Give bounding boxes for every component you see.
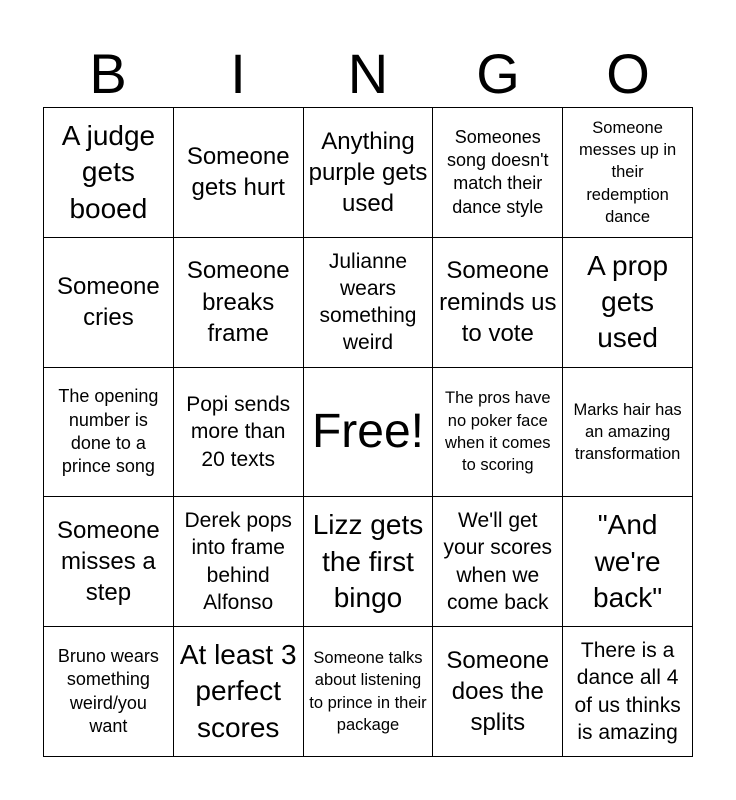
bingo-cell[interactable]: Someone talks about listening to prince in their package (304, 627, 434, 757)
bingo-cell[interactable]: Lizz gets the first bingo (304, 497, 434, 627)
bingo-grid (43, 107, 693, 757)
header-letter-g: G (476, 42, 520, 105)
bingo-cell[interactable]: Someone messes up in their redemption dance (563, 108, 693, 238)
bingo-cell[interactable]: Someone cries (44, 238, 174, 368)
bingo-cell[interactable]: Derek pops into frame behind Alfonso (174, 497, 304, 627)
bingo-cell[interactable]: Someone gets hurt (174, 108, 304, 238)
header-letter-o: O (606, 42, 650, 105)
bingo-cell[interactable]: Someones song doesn't match their dance style (433, 108, 563, 238)
bingo-cell[interactable]: There is a dance all 4 of us thinks is amazing (563, 627, 693, 757)
bingo-cell[interactable]: Someone does the splits (433, 627, 563, 757)
bingo-cell[interactable]: At least 3 perfect scores (174, 627, 304, 757)
bingo-cell[interactable]: The opening number is done to a prince song (44, 368, 174, 498)
header-letter-n: N (347, 42, 389, 105)
bingo-cell[interactable]: Someone reminds us to vote (433, 238, 563, 368)
bingo-header (43, 40, 693, 108)
bingo-cell[interactable]: A prop gets used (563, 238, 693, 368)
bingo-cell[interactable]: Someone breaks frame (174, 238, 304, 368)
free-space[interactable]: Free! (304, 368, 434, 498)
bingo-cell[interactable]: Someone misses a step (44, 497, 174, 627)
bingo-cell[interactable]: The pros have no poker face when it comes to scoring (433, 368, 563, 498)
bingo-cell[interactable]: Anything purple gets used (304, 108, 434, 238)
bingo-cell[interactable]: Julianne wears something weird (304, 238, 434, 368)
bingo-cell[interactable]: "And we're back" (563, 497, 693, 627)
bingo-cell[interactable]: Marks hair has an amazing transformation (563, 368, 693, 498)
bingo-cell[interactable]: We'll get your scores when we come back (433, 497, 563, 627)
header-letter-b: B (89, 42, 127, 105)
bingo-cell[interactable]: A judge gets booed (44, 108, 174, 238)
bingo-cell[interactable]: Bruno wears something weird/you want (44, 627, 174, 757)
bingo-cell[interactable]: Popi sends more than 20 texts (174, 368, 304, 498)
header-letter-i: I (230, 42, 246, 105)
